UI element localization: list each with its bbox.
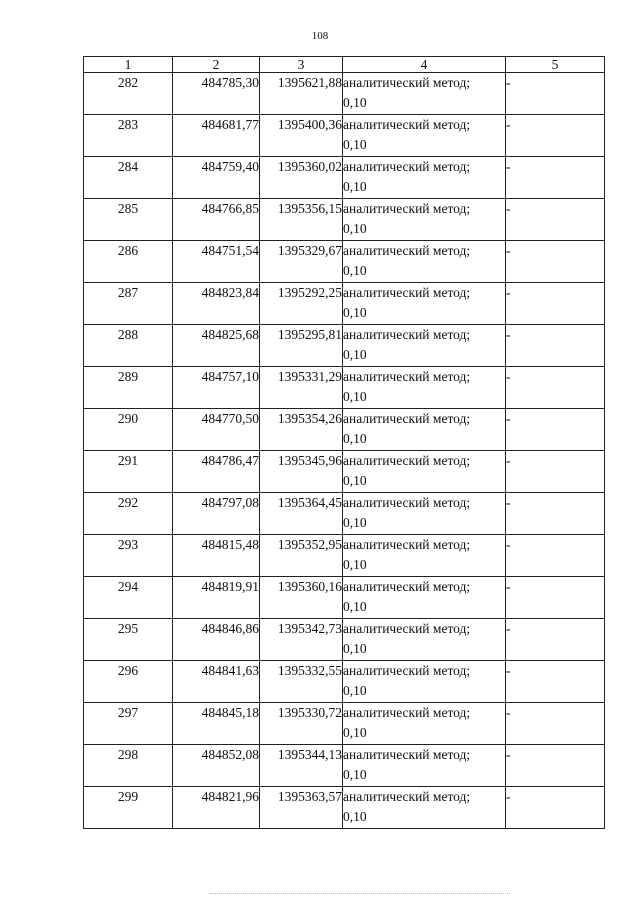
note-cell: - — [506, 535, 605, 577]
accuracy-text: 0,10 — [343, 515, 367, 530]
note-cell: - — [506, 157, 605, 199]
table-row — [84, 745, 605, 787]
x-coordinate-cell: 484757,10 — [173, 367, 260, 409]
accuracy-text: 0,10 — [343, 137, 367, 152]
accuracy-text: 0,10 — [343, 389, 367, 404]
x-coordinate-cell: 484825,68 — [173, 325, 260, 367]
table-row — [84, 115, 605, 157]
accuracy-text: 0,10 — [343, 599, 367, 614]
note-cell: - — [506, 703, 605, 745]
method-text: аналитический метод; — [343, 117, 471, 132]
y-coordinate-cell: 1395292,25 — [260, 283, 343, 325]
x-coordinate-cell: 484770,50 — [173, 409, 260, 451]
note-cell: - — [506, 283, 605, 325]
note-cell: - — [506, 409, 605, 451]
accuracy-text: 0,10 — [343, 683, 367, 698]
table-row — [84, 283, 605, 325]
table-row — [84, 535, 605, 577]
column-header-5: 5 — [506, 57, 605, 73]
method-cell — [343, 283, 506, 325]
accuracy-text: 0,10 — [343, 767, 367, 782]
method-cell — [343, 367, 506, 409]
x-coordinate-cell: 484751,54 — [173, 241, 260, 283]
x-coordinate-cell: 484819,91 — [173, 577, 260, 619]
header-row — [84, 57, 605, 73]
accuracy-text: 0,10 — [343, 305, 367, 320]
method-cell — [343, 115, 506, 157]
table-body — [84, 73, 605, 829]
accuracy-text: 0,10 — [343, 221, 367, 236]
column-header-2: 2 — [173, 57, 260, 73]
method-cell — [343, 703, 506, 745]
method-cell — [343, 745, 506, 787]
point-number-cell: 288 — [84, 325, 173, 367]
column-header-3: 3 — [260, 57, 343, 73]
x-coordinate-cell: 484852,08 — [173, 745, 260, 787]
accuracy-text: 0,10 — [343, 179, 367, 194]
point-number-cell: 292 — [84, 493, 173, 535]
table-row — [84, 703, 605, 745]
method-text: аналитический метод; — [343, 453, 471, 468]
y-coordinate-cell: 1395360,02 — [260, 157, 343, 199]
accuracy-text: 0,10 — [343, 473, 367, 488]
x-coordinate-cell: 484766,85 — [173, 199, 260, 241]
y-coordinate-cell: 1395364,45 — [260, 493, 343, 535]
method-text: аналитический метод; — [343, 369, 471, 384]
point-number-cell: 289 — [84, 367, 173, 409]
note-cell: - — [506, 115, 605, 157]
method-text: аналитический метод; — [343, 411, 471, 426]
x-coordinate-cell: 484681,77 — [173, 115, 260, 157]
method-cell — [343, 661, 506, 703]
x-coordinate-cell: 484797,08 — [173, 493, 260, 535]
y-coordinate-cell: 1395356,15 — [260, 199, 343, 241]
method-cell — [343, 577, 506, 619]
note-cell: - — [506, 661, 605, 703]
point-number-cell: 282 — [84, 73, 173, 115]
table-row — [84, 157, 605, 199]
y-coordinate-cell: 1395342,73 — [260, 619, 343, 661]
y-coordinate-cell: 1395352,95 — [260, 535, 343, 577]
accuracy-text: 0,10 — [343, 347, 367, 362]
y-coordinate-cell: 1395295,81 — [260, 325, 343, 367]
method-text: аналитический метод; — [343, 747, 471, 762]
table-row — [84, 661, 605, 703]
accuracy-text: 0,10 — [343, 641, 367, 656]
point-number-cell: 294 — [84, 577, 173, 619]
method-cell — [343, 409, 506, 451]
note-cell: - — [506, 241, 605, 283]
method-text: аналитический метод; — [343, 159, 471, 174]
method-cell — [343, 73, 506, 115]
accuracy-text: 0,10 — [343, 725, 367, 740]
method-text: аналитический метод; — [343, 663, 471, 678]
table-row — [84, 325, 605, 367]
table-row — [84, 493, 605, 535]
point-number-cell: 293 — [84, 535, 173, 577]
note-cell: - — [506, 451, 605, 493]
y-coordinate-cell: 1395354,26 — [260, 409, 343, 451]
point-number-cell: 286 — [84, 241, 173, 283]
method-text: аналитический метод; — [343, 75, 471, 90]
note-cell: - — [506, 619, 605, 661]
page-number: 108 — [311, 30, 329, 42]
point-number-cell: 285 — [84, 199, 173, 241]
table-row — [84, 619, 605, 661]
method-cell — [343, 493, 506, 535]
method-cell — [343, 241, 506, 283]
y-coordinate-cell: 1395363,57 — [260, 787, 343, 829]
note-cell: - — [506, 787, 605, 829]
point-number-cell: 290 — [84, 409, 173, 451]
x-coordinate-cell: 484845,18 — [173, 703, 260, 745]
method-cell — [343, 451, 506, 493]
column-header-4: 4 — [343, 57, 506, 73]
accuracy-text: 0,10 — [343, 95, 367, 110]
coordinates-table — [83, 56, 605, 829]
table-row — [84, 367, 605, 409]
x-coordinate-cell: 484846,86 — [173, 619, 260, 661]
method-cell — [343, 199, 506, 241]
accuracy-text: 0,10 — [343, 431, 367, 446]
accuracy-text: 0,10 — [343, 557, 367, 572]
point-number-cell: 296 — [84, 661, 173, 703]
note-cell: - — [506, 745, 605, 787]
method-cell — [343, 325, 506, 367]
point-number-cell: 287 — [84, 283, 173, 325]
y-coordinate-cell: 1395621,88 — [260, 73, 343, 115]
accuracy-text: 0,10 — [343, 809, 367, 824]
point-number-cell: 291 — [84, 451, 173, 493]
y-coordinate-cell: 1395344,13 — [260, 745, 343, 787]
x-coordinate-cell: 484785,30 — [173, 73, 260, 115]
y-coordinate-cell: 1395345,96 — [260, 451, 343, 493]
method-text: аналитический метод; — [343, 705, 471, 720]
y-coordinate-cell: 1395360,16 — [260, 577, 343, 619]
method-text: аналитический метод; — [343, 285, 471, 300]
note-cell: - — [506, 367, 605, 409]
method-text: аналитический метод; — [343, 789, 471, 804]
note-cell: - — [506, 577, 605, 619]
method-text: аналитический метод; — [343, 579, 471, 594]
footer-scan-artifact — [210, 893, 510, 896]
table-row — [84, 199, 605, 241]
point-number-cell: 297 — [84, 703, 173, 745]
table-row — [84, 451, 605, 493]
method-text: аналитический метод; — [343, 621, 471, 636]
point-number-cell: 299 — [84, 787, 173, 829]
point-number-cell: 283 — [84, 115, 173, 157]
point-number-cell: 284 — [84, 157, 173, 199]
x-coordinate-cell: 484786,47 — [173, 451, 260, 493]
method-text: аналитический метод; — [343, 201, 471, 216]
point-number-cell: 298 — [84, 745, 173, 787]
y-coordinate-cell: 1395332,55 — [260, 661, 343, 703]
table-row — [84, 409, 605, 451]
x-coordinate-cell: 484821,96 — [173, 787, 260, 829]
note-cell: - — [506, 493, 605, 535]
method-text: аналитический метод; — [343, 327, 471, 342]
table-row — [84, 73, 605, 115]
x-coordinate-cell: 484841,63 — [173, 661, 260, 703]
table-row — [84, 577, 605, 619]
y-coordinate-cell: 1395400,36 — [260, 115, 343, 157]
table-header — [84, 57, 605, 73]
x-coordinate-cell: 484759,40 — [173, 157, 260, 199]
method-cell — [343, 787, 506, 829]
y-coordinate-cell: 1395330,72 — [260, 703, 343, 745]
y-coordinate-cell: 1395331,29 — [260, 367, 343, 409]
method-text: аналитический метод; — [343, 243, 471, 258]
x-coordinate-cell: 484815,48 — [173, 535, 260, 577]
point-number-cell: 295 — [84, 619, 173, 661]
method-text: аналитический метод; — [343, 495, 471, 510]
table-row — [84, 787, 605, 829]
method-cell — [343, 535, 506, 577]
note-cell: - — [506, 199, 605, 241]
note-cell: - — [506, 325, 605, 367]
method-cell — [343, 619, 506, 661]
y-coordinate-cell: 1395329,67 — [260, 241, 343, 283]
table-row — [84, 241, 605, 283]
column-header-1: 1 — [84, 57, 173, 73]
method-cell — [343, 157, 506, 199]
accuracy-text: 0,10 — [343, 263, 367, 278]
x-coordinate-cell: 484823,84 — [173, 283, 260, 325]
note-cell: - — [506, 73, 605, 115]
method-text: аналитический метод; — [343, 537, 471, 552]
